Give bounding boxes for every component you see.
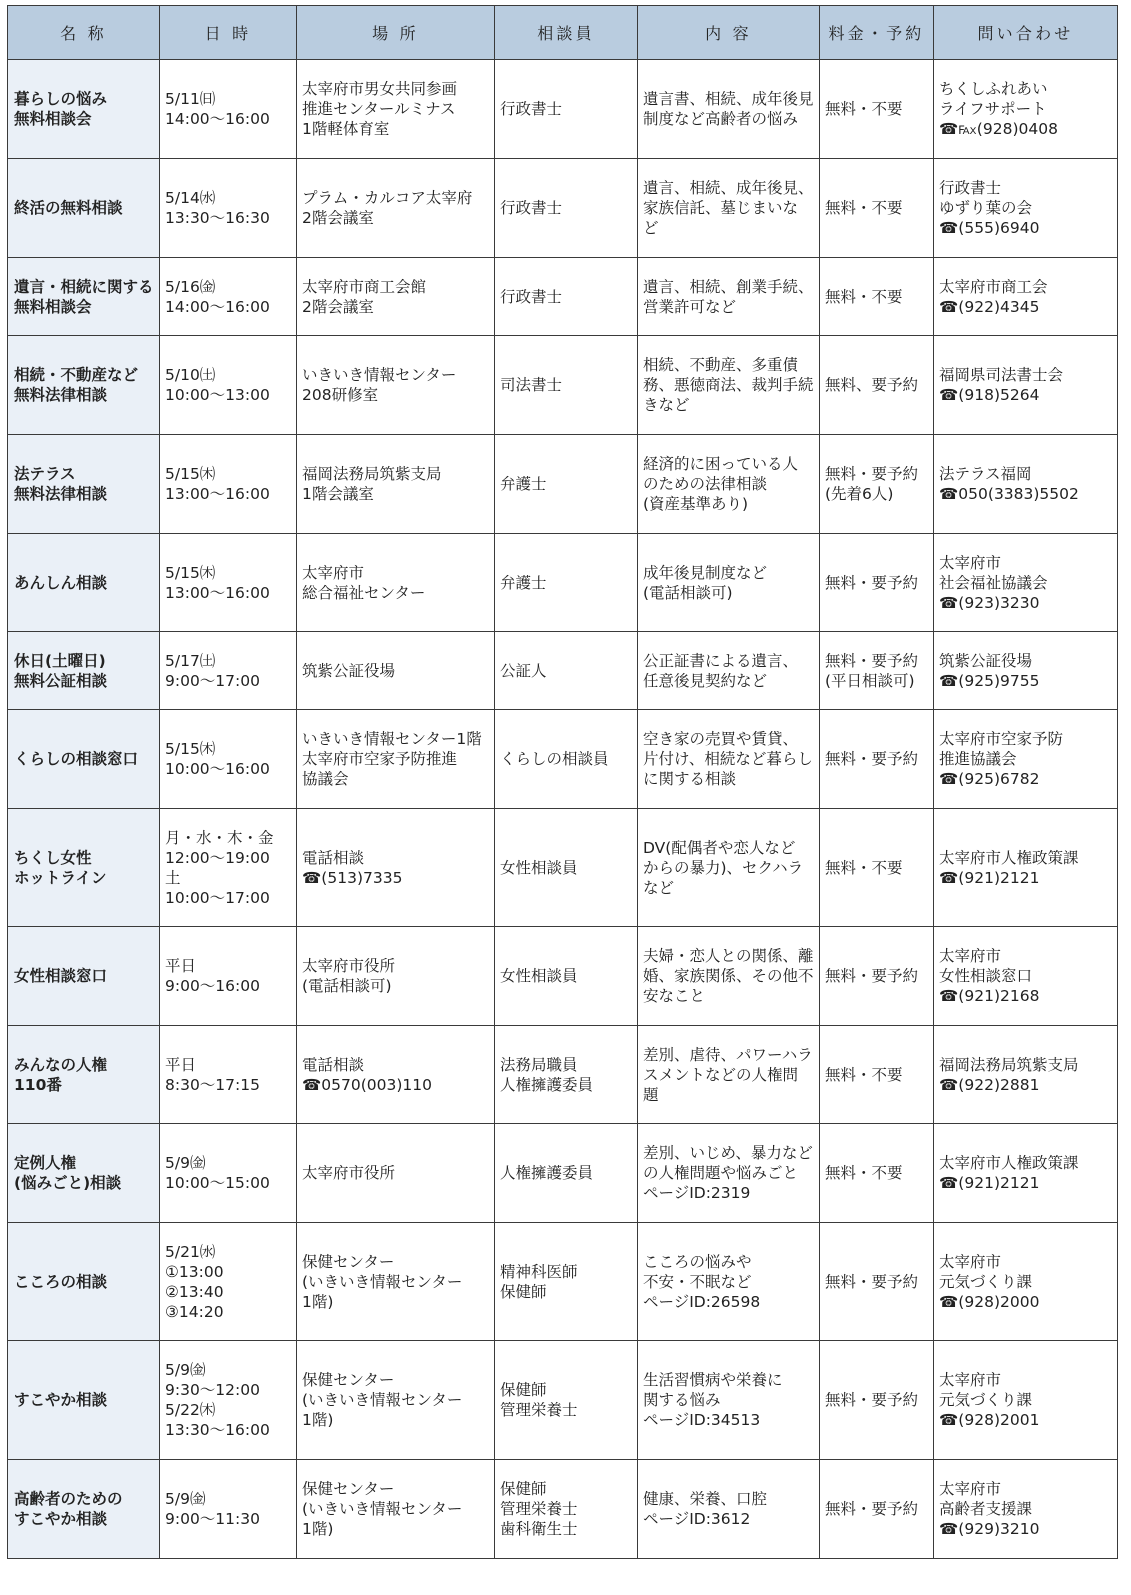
header-row <box>8 6 1118 60</box>
content-cell: 健康、栄養、口腔 ページID:3612 <box>638 1460 820 1559</box>
name-cell: 定例人権 (悩みごと)相談 <box>8 1124 160 1223</box>
contact-cell: ちくしふれあい ライフサポート ☎℻(928)0408 <box>934 60 1118 159</box>
table-row <box>8 60 1118 159</box>
contact-cell: 法テラス福岡 ☎050(3383)5502 <box>934 435 1118 534</box>
table-row <box>8 927 1118 1026</box>
table-row <box>8 710 1118 809</box>
content-cell: 遺言書、相続、成年後見 制度など高齢者の悩み <box>638 60 820 159</box>
table-row <box>8 258 1118 336</box>
place-cell: 保健センター (いきいき情報センター 1階) <box>297 1460 495 1559</box>
content-cell: こころの悩みや 不安・不眠など ページID:26598 <box>638 1223 820 1341</box>
contact-cell: 太宰府市 高齢者支援課 ☎(929)3210 <box>934 1460 1118 1559</box>
contact-cell: 筑紫公証役場 ☎(925)9755 <box>934 632 1118 710</box>
fee-cell: 無料・要予約 <box>820 1223 934 1341</box>
contact-cell: 太宰府市空家予防 推進協議会 ☎(925)6782 <box>934 710 1118 809</box>
place-cell: 太宰府市商工会館 2階会議室 <box>297 258 495 336</box>
contact-cell: 福岡法務局筑紫支局 ☎(922)2881 <box>934 1026 1118 1124</box>
content-cell: 経済的に困っている人 のための法律相談 (資産基準あり) <box>638 435 820 534</box>
datetime-cell: 平日 9:00～16:00 <box>160 927 297 1026</box>
place-cell: 筑紫公証役場 <box>297 632 495 710</box>
place-cell: 電話相談 ☎(513)7335 <box>297 809 495 927</box>
fee-cell: 無料・不要 <box>820 1026 934 1124</box>
name-cell: 相続・不動産など 無料法律相談 <box>8 336 160 435</box>
staff-cell: 弁護士 <box>495 435 638 534</box>
table-row <box>8 1026 1118 1124</box>
name-cell: 休日(土曜日) 無料公証相談 <box>8 632 160 710</box>
place-cell: 保健センター (いきいき情報センター 1階) <box>297 1223 495 1341</box>
datetime-cell: 5/11㈰ 14:00～16:00 <box>160 60 297 159</box>
datetime-cell: 5/21㈬ ①13:00 ②13:40 ③14:20 <box>160 1223 297 1341</box>
consultation-table <box>7 5 1118 1559</box>
name-cell: 法テラス 無料法律相談 <box>8 435 160 534</box>
datetime-cell: 5/15㈭ 13:00～16:00 <box>160 435 297 534</box>
place-cell: プラム・カルコア太宰府 2階会議室 <box>297 159 495 258</box>
name-cell: くらしの相談窓口 <box>8 710 160 809</box>
contact-cell: 太宰府市 元気づくり課 ☎(928)2000 <box>934 1223 1118 1341</box>
table-row <box>8 1341 1118 1460</box>
contact-cell: 太宰府市商工会 ☎(922)4345 <box>934 258 1118 336</box>
datetime-cell: 5/10㈯ 10:00～13:00 <box>160 336 297 435</box>
content-cell: DV(配偶者や恋人など からの暴力)、セクハラ など <box>638 809 820 927</box>
table-row <box>8 435 1118 534</box>
content-cell: 生活習慣病や栄養に 関する悩み ページID:34513 <box>638 1341 820 1460</box>
datetime-cell: 平日 8:30～17:15 <box>160 1026 297 1124</box>
staff-cell: 保健師 管理栄養士 歯科衛生士 <box>495 1460 638 1559</box>
place-cell: 太宰府市男女共同参画 推進センタールミナス 1階軽体育室 <box>297 60 495 159</box>
table-row <box>8 336 1118 435</box>
name-cell: すこやか相談 <box>8 1341 160 1460</box>
content-cell: 夫婦・恋人との関係、離 婚、家族関係、その他不 安なこと <box>638 927 820 1026</box>
header-fee: 料金・予約 <box>820 6 934 60</box>
table-row <box>8 1223 1118 1341</box>
content-cell: 遺言、相続、成年後見、 家族信託、墓じまいな ど <box>638 159 820 258</box>
datetime-cell: 5/15㈭ 13:00～16:00 <box>160 534 297 632</box>
place-cell: 太宰府市 総合福祉センター <box>297 534 495 632</box>
datetime-cell: 5/14㈬ 13:30～16:30 <box>160 159 297 258</box>
name-cell: みんなの人権 110番 <box>8 1026 160 1124</box>
place-cell: 福岡法務局筑紫支局 1階会議室 <box>297 435 495 534</box>
fee-cell: 無料・不要 <box>820 159 934 258</box>
staff-cell: くらしの相談員 <box>495 710 638 809</box>
fee-cell: 無料、要予約 <box>820 336 934 435</box>
place-cell: 太宰府市役所 (電話相談可) <box>297 927 495 1026</box>
staff-cell: 精神科医師 保健師 <box>495 1223 638 1341</box>
content-cell: 相続、不動産、多重債 務、悪徳商法、裁判手続 きなど <box>638 336 820 435</box>
fee-cell: 無料・要予約 <box>820 927 934 1026</box>
contact-cell: 福岡県司法書士会 ☎(918)5264 <box>934 336 1118 435</box>
fee-cell: 無料・要予約 <box>820 710 934 809</box>
fee-cell: 無料・不要 <box>820 258 934 336</box>
staff-cell: 女性相談員 <box>495 927 638 1026</box>
table-row <box>8 632 1118 710</box>
fee-cell: 無料・要予約 <box>820 1460 934 1559</box>
fee-cell: 無料・要予約 <box>820 1341 934 1460</box>
staff-cell: 司法書士 <box>495 336 638 435</box>
table-row <box>8 1460 1118 1559</box>
contact-cell: 太宰府市 社会福祉協議会 ☎(923)3230 <box>934 534 1118 632</box>
content-cell: 差別、いじめ、暴力など の人権問題や悩みごと ページID:2319 <box>638 1124 820 1223</box>
place-cell: 太宰府市役所 <box>297 1124 495 1223</box>
staff-cell: 行政書士 <box>495 258 638 336</box>
place-cell: 保健センター (いきいき情報センター 1階) <box>297 1341 495 1460</box>
staff-cell: 行政書士 <box>495 60 638 159</box>
table-row <box>8 534 1118 632</box>
staff-cell: 公証人 <box>495 632 638 710</box>
name-cell: ちくし女性 ホットライン <box>8 809 160 927</box>
content-cell: 成年後見制度など (電話相談可) <box>638 534 820 632</box>
place-cell: いきいき情報センター 208研修室 <box>297 336 495 435</box>
staff-cell: 弁護士 <box>495 534 638 632</box>
staff-cell: 行政書士 <box>495 159 638 258</box>
name-cell: 高齢者のための すこやか相談 <box>8 1460 160 1559</box>
datetime-cell: 月・水・木・金 12:00～19:00 土 10:00～17:00 <box>160 809 297 927</box>
fee-cell: 無料・不要 <box>820 60 934 159</box>
datetime-cell: 5/9㈮ 9:30～12:00 5/22㈭ 13:30～16:00 <box>160 1341 297 1460</box>
fee-cell: 無料・要予約 (平日相談可) <box>820 632 934 710</box>
contact-cell: 太宰府市人権政策課 ☎(921)2121 <box>934 809 1118 927</box>
fee-cell: 無料・要予約 (先着6人) <box>820 435 934 534</box>
name-cell: あんしん相談 <box>8 534 160 632</box>
content-cell: 空き家の売買や賃貸、 片付け、相続など暮らし に関する相談 <box>638 710 820 809</box>
datetime-cell: 5/17㈯ 9:00～17:00 <box>160 632 297 710</box>
contact-cell: 太宰府市人権政策課 ☎(921)2121 <box>934 1124 1118 1223</box>
header-contact: 問い合わせ <box>934 6 1118 60</box>
datetime-cell: 5/15㈭ 10:00～16:00 <box>160 710 297 809</box>
name-cell: 終活の無料相談 <box>8 159 160 258</box>
header-staff: 相談員 <box>495 6 638 60</box>
staff-cell: 女性相談員 <box>495 809 638 927</box>
content-cell: 公正証書による遺言、 任意後見契約など <box>638 632 820 710</box>
staff-cell: 法務局職員 人権擁護委員 <box>495 1026 638 1124</box>
datetime-cell: 5/16㈮ 14:00～16:00 <box>160 258 297 336</box>
table-row <box>8 809 1118 927</box>
header-datetime: 日 時 <box>160 6 297 60</box>
header-content: 内 容 <box>638 6 820 60</box>
name-cell: 女性相談窓口 <box>8 927 160 1026</box>
contact-cell: 太宰府市 女性相談窓口 ☎(921)2168 <box>934 927 1118 1026</box>
table-row <box>8 1124 1118 1223</box>
content-cell: 遺言、相続、創業手続、 営業許可など <box>638 258 820 336</box>
contact-cell: 太宰府市 元気づくり課 ☎(928)2001 <box>934 1341 1118 1460</box>
place-cell: 電話相談 ☎0570(003)110 <box>297 1026 495 1124</box>
header-place: 場 所 <box>297 6 495 60</box>
staff-cell: 保健師 管理栄養士 <box>495 1341 638 1460</box>
name-cell: こころの相談 <box>8 1223 160 1341</box>
name-cell: 暮らしの悩み 無料相談会 <box>8 60 160 159</box>
place-cell: いきいき情報センター1階 太宰府市空家予防推進 協議会 <box>297 710 495 809</box>
name-cell: 遺言・相続に関する 無料相談会 <box>8 258 160 336</box>
fee-cell: 無料・不要 <box>820 1124 934 1223</box>
table-row <box>8 159 1118 258</box>
fee-cell: 無料・不要 <box>820 809 934 927</box>
fee-cell: 無料・要予約 <box>820 534 934 632</box>
staff-cell: 人権擁護委員 <box>495 1124 638 1223</box>
contact-cell: 行政書士 ゆずり葉の会 ☎(555)6940 <box>934 159 1118 258</box>
datetime-cell: 5/9㈮ 9:00～11:30 <box>160 1460 297 1559</box>
content-cell: 差別、虐待、パワーハラ スメントなどの人権問 題 <box>638 1026 820 1124</box>
datetime-cell: 5/9㈮ 10:00～15:00 <box>160 1124 297 1223</box>
header-name: 名 称 <box>8 6 160 60</box>
